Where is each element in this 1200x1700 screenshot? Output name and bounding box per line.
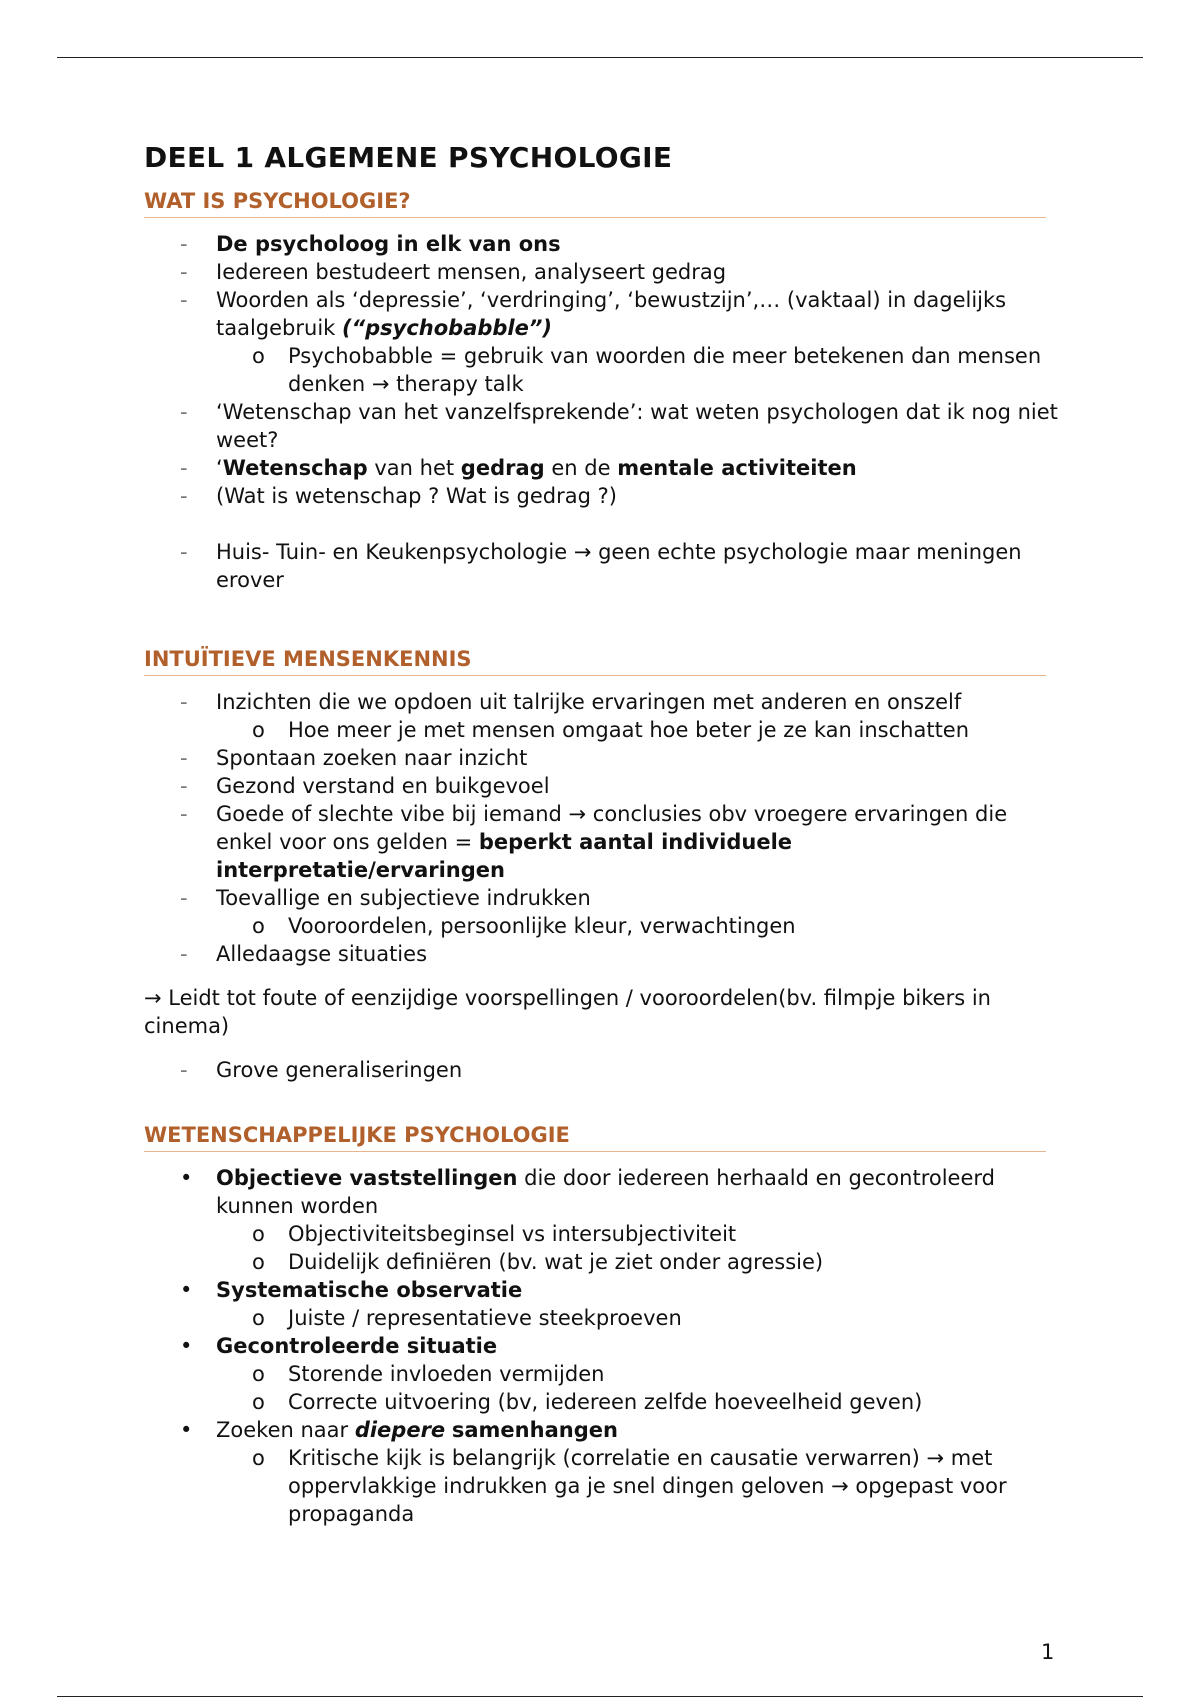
list-item: - Goede of slechte vibe bij iemand → conclusies obv vroegere ervaringen die enkel voor ons gelden = beperkt aantal individuele interpretatie/ervaringen xyxy=(180,802,1008,882)
list-item: • Zoeken naar diepere samenhangen o Kritische kijk is belangrijk (correlatie en causatie verwarren) → met oppervlakkige indrukken ga je snel dingen geloven → opgepast voor propaganda xyxy=(144,1416,1064,1528)
bullet-marker: • xyxy=(180,1334,193,1358)
circle-marker: o xyxy=(252,1390,265,1414)
list-item: - Grove generaliseringen xyxy=(180,1058,463,1082)
circle-marker: o xyxy=(252,1446,265,1470)
sub-list xyxy=(216,342,1064,398)
sub-list-item: o Correcte uitvoering (bv, iedereen zelfde hoeveelheid geven) xyxy=(252,1390,923,1414)
bullet-marker: • xyxy=(180,1278,193,1302)
dash-marker: - xyxy=(180,260,188,284)
section-3-list xyxy=(144,1164,1064,1528)
list-item: - Toevallige en subjectieve indrukken o Vooroordelen, persoonlijke kleur, verwachtingen xyxy=(144,884,1064,940)
list-item: - Inzichten die we opdoen uit talrijke ervaringen met anderen en onszelf o Hoe meer je met mensen omgaat hoe beter je ze kan inschatten xyxy=(144,688,1064,744)
sub-list-item: o Vooroordelen, persoonlijke kleur, verwachtingen xyxy=(252,914,796,938)
sub-list-item: o Duidelijk definiëren (bv. wat je ziet onder agressie) xyxy=(252,1250,824,1274)
dash-marker: - xyxy=(180,484,188,508)
list-item: - Iedereen bestudeert mensen, analyseert gedrag xyxy=(180,260,727,284)
list-item: - ‘Wetenschap van het gedrag en de mentale activiteiten xyxy=(180,456,857,480)
dash-marker: - xyxy=(180,774,188,798)
dash-marker: - xyxy=(180,1058,188,1082)
bullet-marker: • xyxy=(180,1418,193,1442)
list-item: • Systematische observatie o Juiste / representatieve steekproeven xyxy=(144,1276,1064,1332)
section-1-list-2 xyxy=(144,538,1064,594)
section-heading-wat-is-psychologie: WAT IS PSYCHOLOGIE? xyxy=(144,186,1046,218)
section-heading-wetenschappelijke-psychologie: WETENSCHAPPELIJKE PSYCHOLOGIE xyxy=(144,1120,1046,1152)
sub-list-item: o Objectiviteitsbeginsel vs intersubjectiviteit xyxy=(252,1222,737,1246)
sub-list-item: o Juiste / representatieve steekproeven xyxy=(252,1306,682,1330)
dash-marker: - xyxy=(180,802,188,826)
section-2-list-2 xyxy=(144,1056,1064,1084)
dash-marker: - xyxy=(180,456,188,480)
sub-list xyxy=(216,716,1064,744)
list-item: - (Wat is wetenschap ? Wat is gedrag ?) xyxy=(180,484,617,508)
circle-marker: o xyxy=(252,1222,265,1246)
list-item: - Spontaan zoeken naar inzicht xyxy=(180,746,528,770)
page-number: 1 xyxy=(1041,1640,1055,1664)
circle-marker: o xyxy=(252,718,265,742)
dash-marker: - xyxy=(180,746,188,770)
sub-list-item: o Psychobabble = gebruik van woorden die meer betekenen dan mensen denken → therapy talk xyxy=(252,344,1042,396)
sub-list-item: o Storende invloeden vermijden xyxy=(252,1362,605,1386)
circle-marker: o xyxy=(252,1250,265,1274)
dash-marker: - xyxy=(180,690,188,714)
list-item: - Gezond verstand en buikgevoel xyxy=(180,774,550,798)
header-rule xyxy=(57,57,1143,58)
circle-marker: o xyxy=(252,914,265,938)
circle-marker: o xyxy=(252,1306,265,1330)
sub-list xyxy=(216,1360,1064,1416)
list-item: - Woorden als ‘depressie’, ‘verdringing’, ‘bewustzijn’,… (vaktaal) in dagelijks taalgebruik (“psychobabble”) o Psychobabble = gebruik van woorden die meer betekenen dan mensen denken → therapy talk xyxy=(144,286,1064,398)
section-2-list xyxy=(144,688,1064,968)
dash-marker: - xyxy=(180,942,188,966)
dash-marker: - xyxy=(180,400,188,424)
list-item: - Huis- Tuin- en Keukenpsychologie → geen echte psychologie maar meningen erover xyxy=(180,540,1022,592)
sub-list xyxy=(216,1304,1064,1332)
bullet-marker: • xyxy=(180,1166,193,1190)
dash-marker: - xyxy=(180,232,188,256)
section-1-list xyxy=(144,230,1064,510)
sub-list-item: o Hoe meer je met mensen omgaat hoe beter je ze kan inschatten xyxy=(252,718,970,742)
sub-list xyxy=(216,912,1064,940)
sub-list xyxy=(216,1220,1064,1276)
footer-rule xyxy=(57,1696,1143,1697)
circle-marker: o xyxy=(252,1362,265,1386)
list-item: - De psycholoog in elk van ons xyxy=(180,232,561,256)
list-item: - Alledaagse situaties xyxy=(180,942,428,966)
dash-marker: - xyxy=(180,540,188,564)
section-heading-intuitieve-mensenkennis: INTUÏTIEVE MENSENKENNIS xyxy=(144,644,1046,676)
sub-list xyxy=(216,1444,1064,1528)
sub-list-item: o Kritische kijk is belangrijk (correlatie en causatie verwarren) → met oppervlakkige indrukken ga je snel dingen geloven → opgepast voor propaganda xyxy=(252,1446,1007,1526)
circle-marker: o xyxy=(252,344,265,368)
dash-marker: - xyxy=(180,886,188,910)
dash-marker: - xyxy=(180,288,188,312)
list-item: • Objectieve vaststellingen die door iedereen herhaald en gecontroleerd kunnen worden o Objectiviteitsbeginsel vs intersubjectiviteit o Duidelijk definiëren (bv. wat je ziet onder agressie) xyxy=(144,1164,1064,1276)
conclusion-paragraph: → Leidt tot foute of eenzijdige voorspellingen / vooroordelen(bv. filmpje bikers in cinema) xyxy=(144,986,991,1038)
list-item: • Gecontroleerde situatie o Storende invloeden vermijden o Correcte uitvoering (bv, iedereen zelfde hoeveelheid geven) xyxy=(144,1332,1064,1416)
page-title: DEEL 1 ALGEMENE PSYCHOLOGIE xyxy=(144,141,673,174)
list-item: - ‘Wetenschap van het vanzelfsprekende’: wat weten psychologen dat ik nog niet weet? xyxy=(180,400,1058,452)
document-body xyxy=(144,138,1064,1528)
